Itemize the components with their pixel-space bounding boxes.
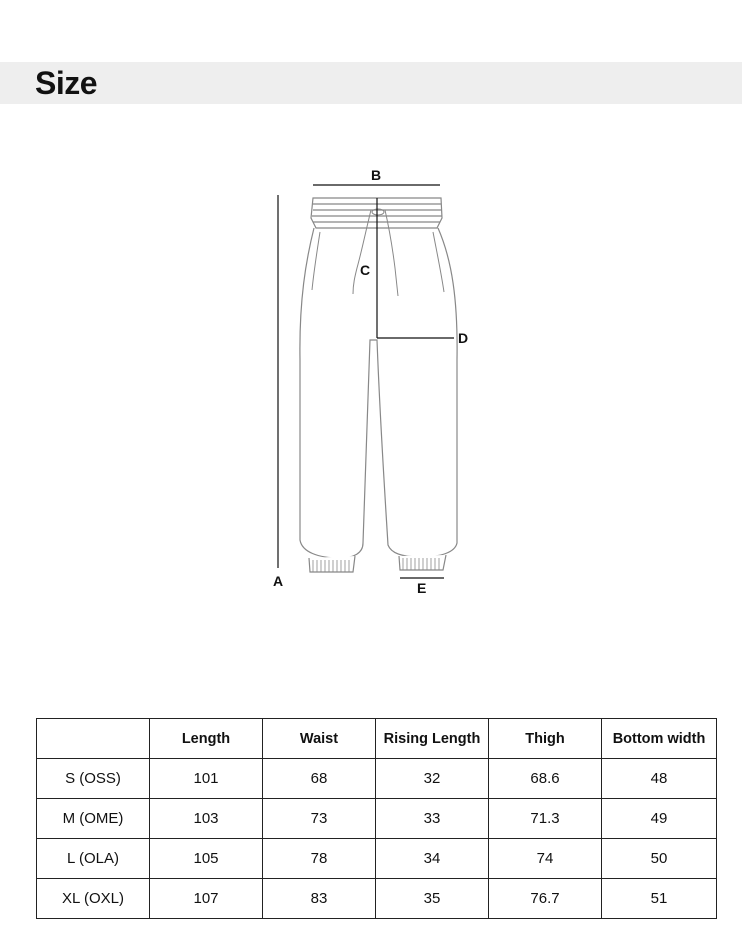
page-title: Size — [35, 65, 98, 101]
rising-length-cell: 35 — [376, 879, 489, 919]
waist-cell: 73 — [263, 799, 376, 839]
label-d: D — [458, 330, 469, 346]
rising-length-cell: 34 — [376, 839, 489, 879]
column-header-bottom-width: Bottom width — [602, 719, 717, 759]
rising-length-cell: 32 — [376, 759, 489, 799]
bottom-width-cell: 49 — [602, 799, 717, 839]
table-row — [37, 799, 717, 839]
pants-outline — [300, 198, 457, 572]
waist-cell: 78 — [263, 839, 376, 879]
size-cell: M (OME) — [37, 799, 150, 839]
table-row — [37, 839, 717, 879]
measurement-lines — [278, 185, 454, 578]
column-header-length: Length — [150, 719, 263, 759]
size-cell: S (OSS) — [37, 759, 150, 799]
thigh-cell: 71.3 — [489, 799, 602, 839]
waist-cell: 68 — [263, 759, 376, 799]
length-cell: 101 — [150, 759, 263, 799]
column-header-thigh: Thigh — [489, 719, 602, 759]
length-cell: 105 — [150, 839, 263, 879]
bottom-width-cell: 50 — [602, 839, 717, 879]
table-row — [37, 759, 717, 799]
thigh-cell: 68.6 — [489, 759, 602, 799]
size-cell: L (OLA) — [37, 839, 150, 879]
column-header-waist: Waist — [263, 719, 376, 759]
table-row — [37, 879, 717, 919]
bottom-width-cell: 51 — [602, 879, 717, 919]
waist-cell: 83 — [263, 879, 376, 919]
thigh-cell: 76.7 — [489, 879, 602, 919]
length-cell: 103 — [150, 799, 263, 839]
rising-length-cell: 33 — [376, 799, 489, 839]
label-a: A — [273, 573, 284, 589]
label-e: E — [417, 580, 427, 596]
size-chart-table — [36, 718, 717, 919]
thigh-cell: 74 — [489, 839, 602, 879]
label-b: B — [371, 167, 382, 183]
size-cell: XL (OXL) — [37, 879, 150, 919]
bottom-width-cell: 48 — [602, 759, 717, 799]
length-cell: 107 — [150, 879, 263, 919]
table-header-row — [37, 719, 717, 759]
column-header-size — [37, 719, 150, 759]
label-c: C — [360, 262, 371, 278]
column-header-rising-length: Rising Length — [376, 719, 489, 759]
